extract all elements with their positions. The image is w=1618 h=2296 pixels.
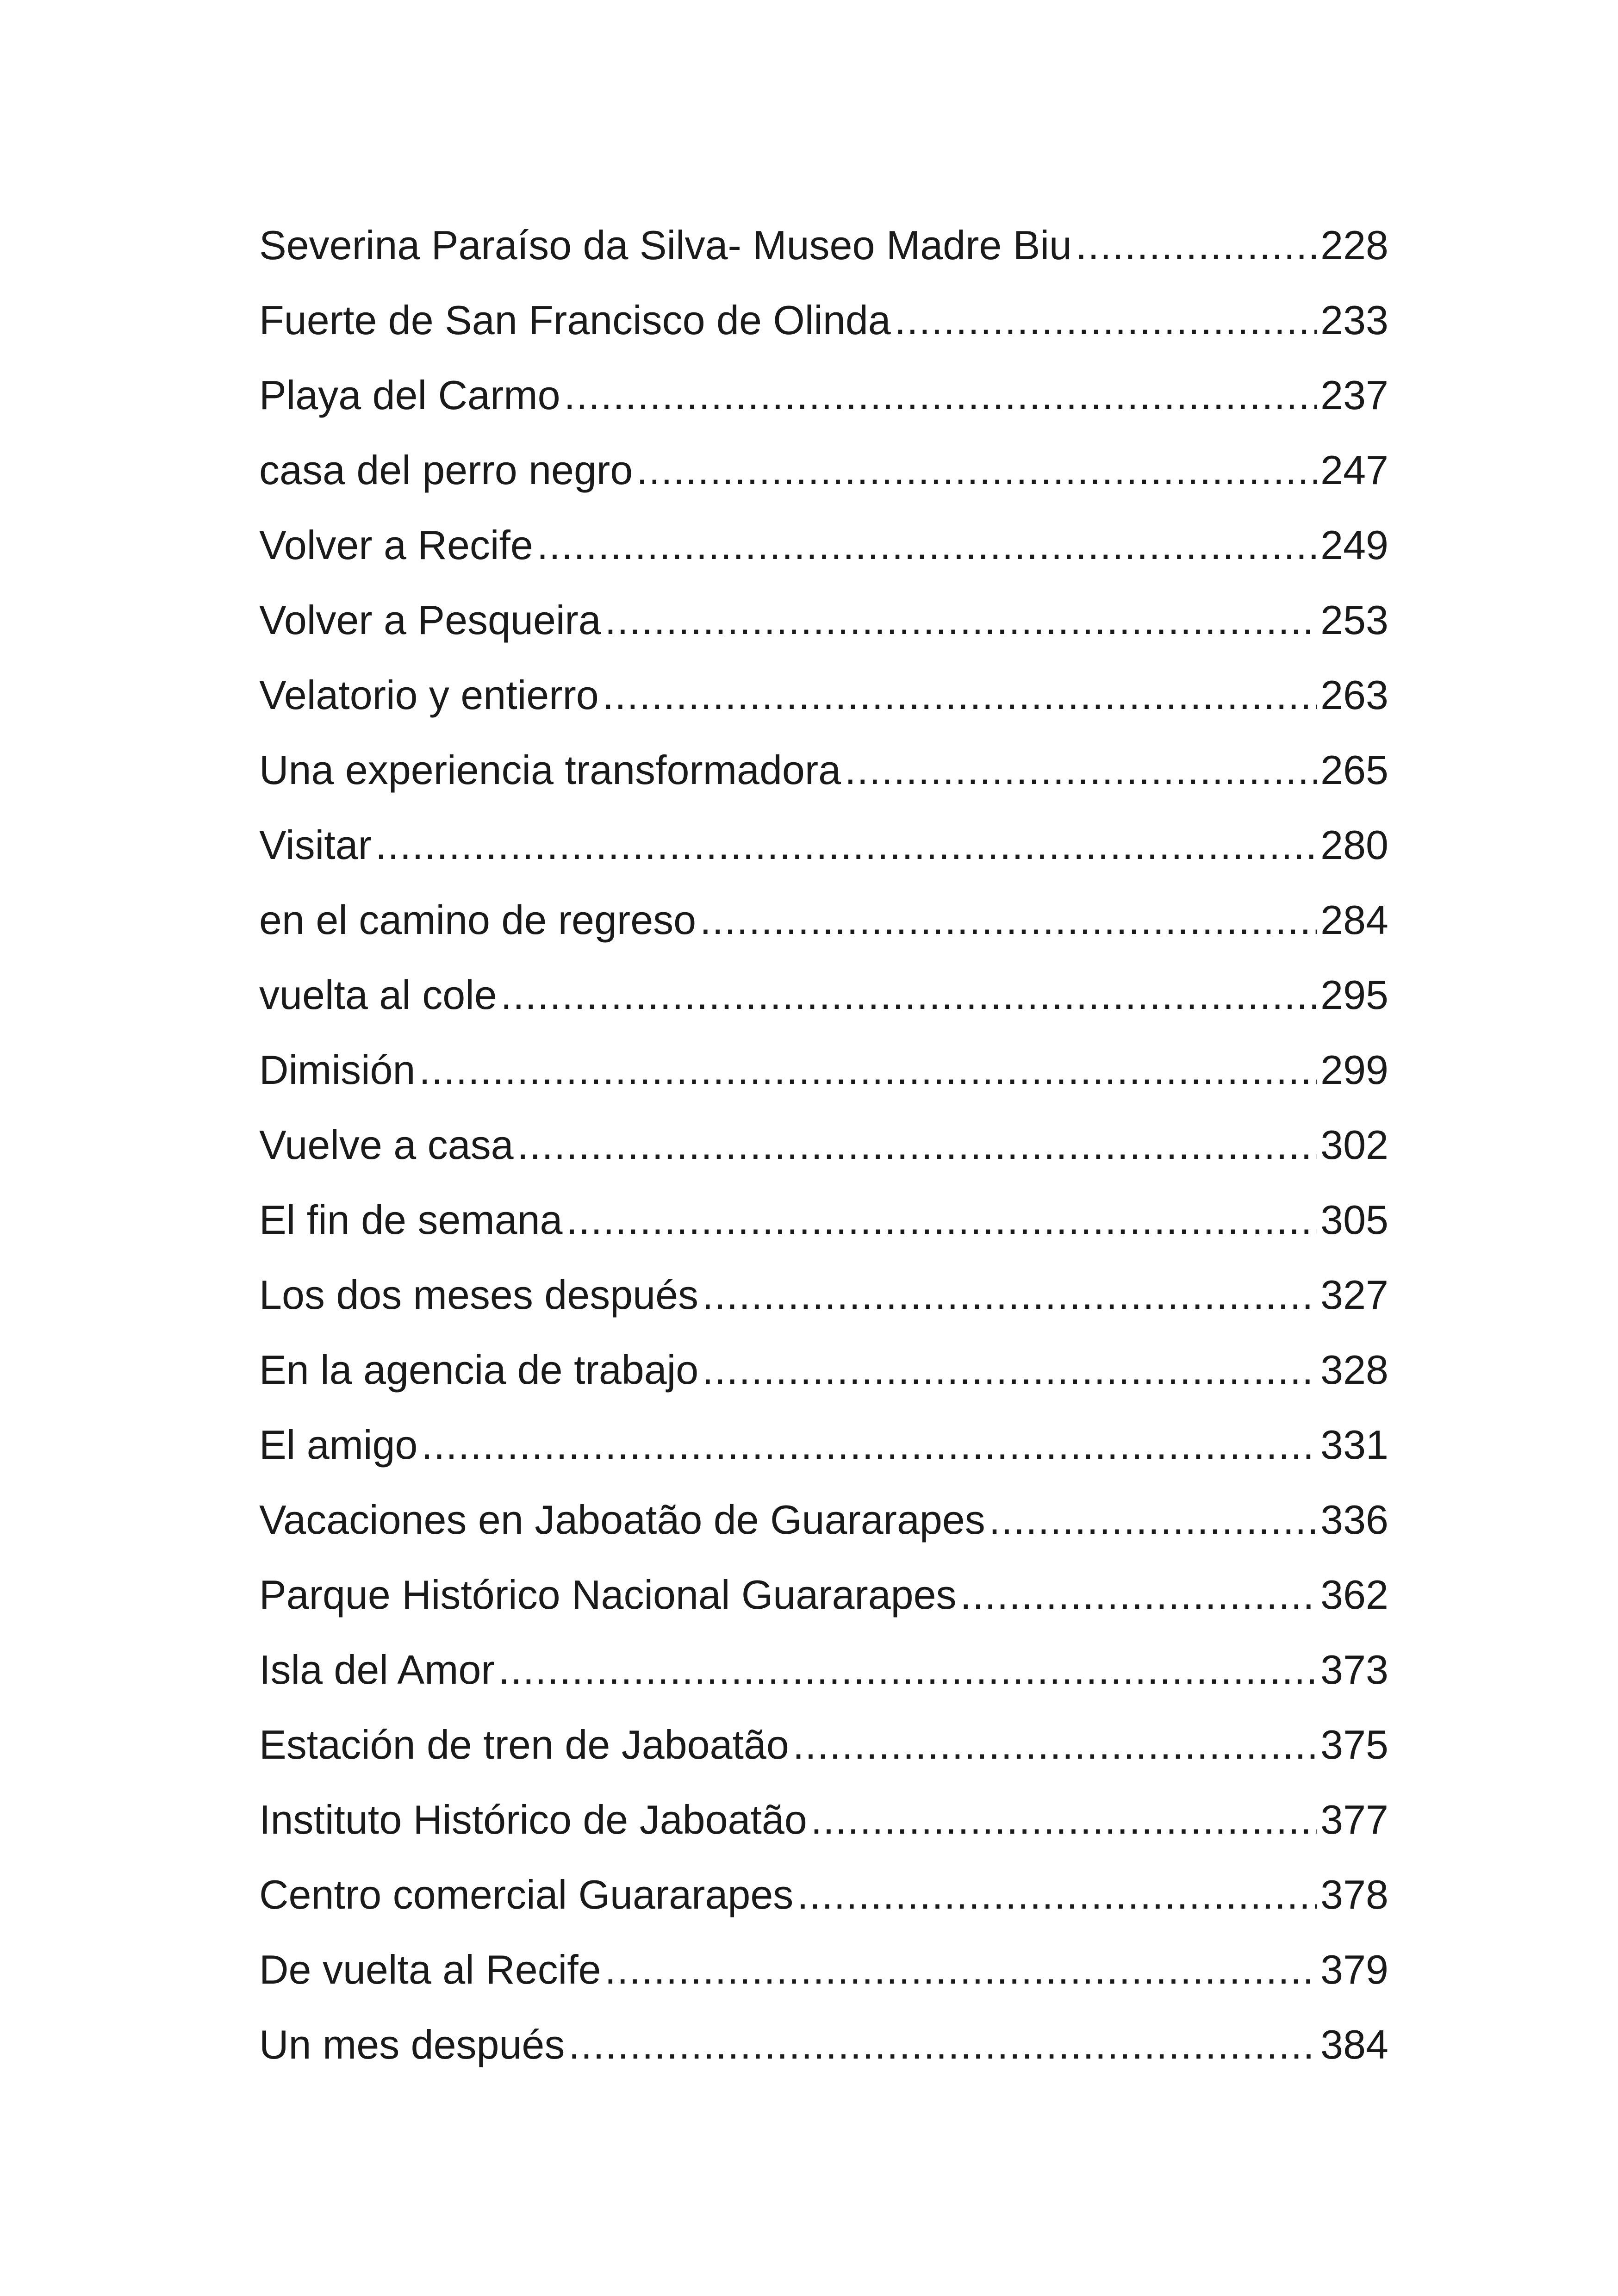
- dot-leader: [793, 1715, 1317, 1775]
- toc-entry-page: 237: [1320, 372, 1388, 418]
- toc-entry-title: Visitar: [259, 822, 372, 868]
- toc-entry-title: vuelta al cole: [259, 972, 497, 1018]
- toc-entry-page: 233: [1320, 297, 1388, 343]
- toc-entry[interactable]: [259, 1865, 1388, 1940]
- toc-entry-page: 331: [1320, 1422, 1388, 1468]
- toc-entry-title: De vuelta al Recife: [259, 1947, 601, 1992]
- dot-leader: [605, 590, 1317, 650]
- toc-entry-page: 373: [1320, 1647, 1388, 1692]
- toc-entry[interactable]: [259, 1115, 1388, 1190]
- toc-entry-title: Volver a Pesqueira: [259, 597, 601, 643]
- dot-leader: [811, 1790, 1317, 1850]
- toc-entry-title: El fin de semana: [259, 1197, 563, 1243]
- dot-leader: [419, 1040, 1317, 1100]
- toc-entry-page: 247: [1320, 447, 1388, 493]
- dot-leader: [700, 890, 1317, 950]
- toc-entry-page: 228: [1320, 222, 1388, 268]
- dot-leader: [537, 515, 1317, 575]
- toc-entry-title: en el camino de regreso: [259, 897, 697, 943]
- toc-entry[interactable]: [259, 515, 1388, 590]
- toc-entry-title: Parque Histórico Nacional Guararapes: [259, 1572, 957, 1618]
- toc-entry-title: En la agencia de trabajo: [259, 1347, 699, 1393]
- toc-entry-page: 327: [1320, 1272, 1388, 1318]
- dot-leader: [989, 1490, 1317, 1550]
- toc-entry-page: 263: [1320, 672, 1388, 718]
- toc-entry-page: 379: [1320, 1947, 1388, 1992]
- toc-entry-title: Playa del Carmo: [259, 372, 560, 418]
- toc-entry-page: 295: [1320, 972, 1388, 1018]
- toc-entry[interactable]: [259, 1715, 1388, 1790]
- dot-leader: [566, 1190, 1317, 1250]
- toc-entry-page: 378: [1320, 1872, 1388, 1917]
- table-of-contents: [259, 215, 1388, 2090]
- dot-leader: [421, 1415, 1317, 1475]
- toc-entry-page: 265: [1320, 747, 1388, 793]
- toc-entry-page: 249: [1320, 522, 1388, 568]
- toc-entry-page: 284: [1320, 897, 1388, 943]
- toc-entry-title: Un mes después: [259, 2022, 565, 2067]
- dot-leader: [960, 1565, 1317, 1625]
- toc-entry-title: Fuerte de San Francisco de Olinda: [259, 297, 891, 343]
- toc-entry[interactable]: [259, 1940, 1388, 2015]
- dot-leader: [603, 665, 1317, 725]
- toc-entry[interactable]: [259, 965, 1388, 1040]
- dot-leader: [501, 965, 1317, 1025]
- toc-entry[interactable]: [259, 215, 1388, 290]
- toc-entry-page: 377: [1320, 1797, 1388, 1842]
- toc-entry-title: Vuelve a casa: [259, 1122, 514, 1168]
- dot-leader: [564, 365, 1317, 425]
- dot-leader: [568, 2015, 1317, 2075]
- toc-entry[interactable]: [259, 890, 1388, 965]
- dot-leader: [605, 1940, 1317, 2000]
- toc-entry[interactable]: [259, 665, 1388, 740]
- toc-entry[interactable]: [259, 815, 1388, 890]
- toc-entry-title: Vacaciones en Jaboatão de Guararapes: [259, 1497, 985, 1543]
- toc-entry[interactable]: [259, 1265, 1388, 1340]
- dot-leader: [375, 815, 1317, 875]
- dot-leader: [636, 440, 1317, 500]
- dot-leader: [498, 1640, 1317, 1700]
- toc-entry[interactable]: [259, 1790, 1388, 1865]
- toc-entry-title: Volver a Recife: [259, 522, 533, 568]
- toc-entry-title: Una experiencia transformadora: [259, 747, 841, 793]
- toc-entry-page: 328: [1320, 1347, 1388, 1393]
- toc-entry[interactable]: [259, 1565, 1388, 1640]
- toc-entry[interactable]: [259, 1415, 1388, 1490]
- dot-leader: [517, 1115, 1317, 1175]
- toc-entry[interactable]: [259, 365, 1388, 440]
- toc-entry-title: Estación de tren de Jaboatão: [259, 1722, 789, 1767]
- dot-leader: [895, 290, 1317, 350]
- dot-leader: [1076, 215, 1317, 275]
- toc-entry[interactable]: [259, 290, 1388, 365]
- dot-leader: [797, 1865, 1317, 1925]
- toc-entry[interactable]: [259, 1340, 1388, 1415]
- toc-entry[interactable]: [259, 2015, 1388, 2090]
- toc-entry[interactable]: [259, 1040, 1388, 1115]
- toc-entry-title: Isla del Amor: [259, 1647, 495, 1692]
- toc-entry-title: Los dos meses después: [259, 1272, 699, 1318]
- toc-entry-page: 336: [1320, 1497, 1388, 1543]
- toc-entry-page: 280: [1320, 822, 1388, 868]
- toc-entry[interactable]: [259, 440, 1388, 515]
- toc-entry-page: 362: [1320, 1572, 1388, 1618]
- toc-entry[interactable]: [259, 1640, 1388, 1715]
- toc-entry-title: Dimisión: [259, 1047, 416, 1093]
- toc-entry-page: 253: [1320, 597, 1388, 643]
- toc-entry[interactable]: [259, 590, 1388, 665]
- toc-entry[interactable]: [259, 740, 1388, 815]
- toc-entry-title: El amigo: [259, 1422, 418, 1468]
- toc-entry-page: 305: [1320, 1197, 1388, 1243]
- dot-leader: [702, 1265, 1317, 1325]
- dot-leader: [845, 740, 1317, 800]
- toc-entry[interactable]: [259, 1190, 1388, 1265]
- toc-entry-page: 302: [1320, 1122, 1388, 1168]
- toc-entry-page: 375: [1320, 1722, 1388, 1767]
- toc-entry-title: Severina Paraíso da Silva- Museo Madre Biu: [259, 222, 1072, 268]
- toc-entry[interactable]: [259, 1490, 1388, 1565]
- toc-entry-title: Centro comercial Guararapes: [259, 1872, 794, 1917]
- toc-entry-page: 299: [1320, 1047, 1388, 1093]
- toc-entry-title: Instituto Histórico de Jaboatão: [259, 1797, 807, 1842]
- toc-entry-title: casa del perro negro: [259, 447, 633, 493]
- toc-entry-page: 384: [1320, 2022, 1388, 2067]
- dot-leader: [702, 1340, 1317, 1400]
- toc-entry-title: Velatorio y entierro: [259, 672, 599, 718]
